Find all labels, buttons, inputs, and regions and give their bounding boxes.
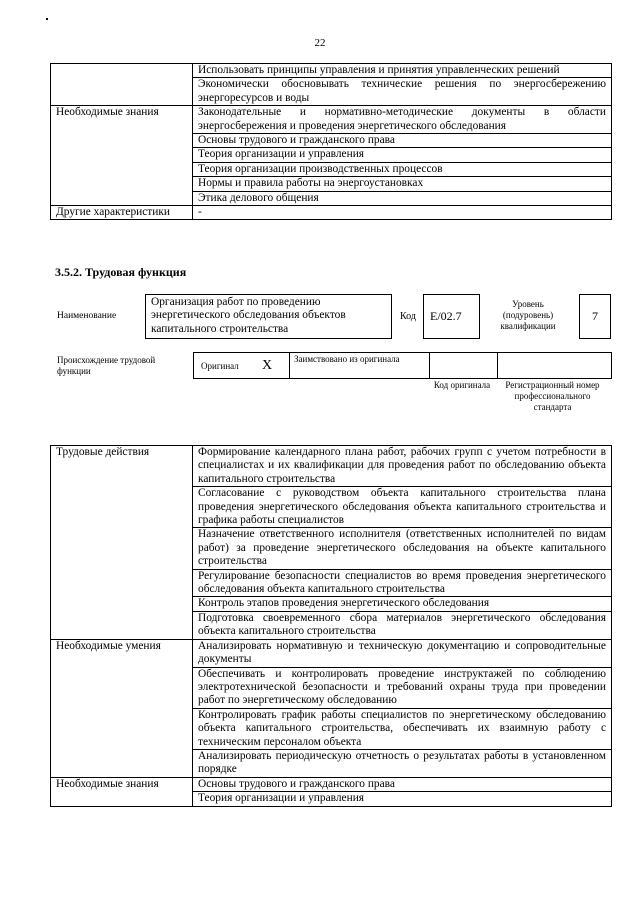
code-original-caption: Код оригинала (433, 380, 491, 390)
table-cell: Согласование с руководством объекта капитального строительства плана проведения энергетического обследования объекта капитального строительства и графика работы специалистов (193, 487, 612, 528)
original-mark: X (262, 358, 273, 373)
table-row (51, 446, 612, 487)
page-number: 22 (314, 37, 326, 49)
borrowed-label: Заимствовано из оригинала (294, 354, 400, 364)
table-cell: Законодательные и нормативно-методические документы в области энергосбережения и проведения энергетического обследования (193, 106, 612, 134)
table-cell: - (193, 206, 612, 220)
row-group-label: Необходимые знания (51, 106, 193, 206)
code-label: Код (400, 311, 416, 322)
table-cell: Теория организации и управления (193, 148, 612, 162)
table-cell: Теория организации и управления (193, 792, 612, 806)
origin-label: Происхождение трудовой функции (57, 355, 156, 376)
table-cell: Подготовка своевременного сбора материалов энергетического обследования объекта капитального строительства (193, 611, 612, 639)
table-cell: Формирование календарного плана работ, рабочих групп с учетом потребности в специалистах и их квалификации для проведения работ по обследованию объекта капитального строительства (193, 446, 612, 487)
table-cell: Контролировать график работы специалистов по энергетическому обследованию объекта капитального строительства, обеспечивать их взаимную работу с техническим персоналом объекта (193, 708, 612, 749)
row-group-label: Другие характеристики (51, 206, 193, 220)
table-cell: Назначение ответственного исполнителя (ответственных исполнителей по видам работ) за проведение энергетического обследования на объекте капитального строительства (193, 528, 612, 569)
table-row (51, 106, 612, 134)
table-cell: Теория организации производственных процессов (193, 162, 612, 176)
level-label: Уровень (подуровень) квалификации (500, 299, 556, 331)
qualification-level: 7 (579, 294, 611, 339)
original-label: Оригинал (201, 361, 239, 371)
table-row (51, 64, 612, 78)
divider (429, 353, 430, 378)
table-cell: Анализировать периодическую отчетность о результатах работы в установленном порядке (193, 749, 612, 777)
divider (289, 353, 290, 378)
table-cell: Контроль этапов проведения энергетического обследования (193, 597, 612, 611)
divider (497, 353, 498, 378)
scan-speck (46, 18, 48, 20)
table-row (51, 777, 612, 791)
labor-function-table (50, 445, 612, 807)
table-row (51, 206, 612, 220)
row-group-label: Трудовые действия (51, 446, 193, 640)
table-cell: Обеспечивать и контролировать проведение инструктажей по соблюдению электротехнической безопасности и требований охраны труда при проведении работ по энергетическому обследованию (193, 667, 612, 708)
table-cell: Использовать принципы управления и принятия управленческих решений (193, 64, 612, 78)
row-group-label: Необходимые умения (51, 639, 193, 777)
row-group-label: Необходимые знания (51, 777, 193, 806)
table-cell: Основы трудового и гражданского права (193, 134, 612, 148)
function-code: E/02.7 (423, 294, 480, 339)
table-row (51, 639, 612, 667)
table-cell: Нормы и правила работы на энергоустановках (193, 177, 612, 191)
table-cell: Экономически обосновывать технические решения по энергосбережению энергоресурсов и воды (193, 78, 612, 106)
origin-box (193, 352, 612, 379)
section-title: 3.5.2. Трудовая функция (55, 265, 187, 279)
function-name: Организация работ по проведению энергетического обследования объектов капитального строительства (145, 294, 392, 339)
table-cell: Этика делового общения (193, 191, 612, 205)
knowledge-table-top (50, 63, 612, 220)
name-label: Наименование (57, 311, 117, 321)
row-group-label (51, 64, 193, 106)
table-cell: Регулирование безопасности специалистов во время проведения энергетического обследования объекта капитального строительства (193, 569, 612, 597)
table-cell: Анализировать нормативную и техническую документацию и сопроводительные документы (193, 639, 612, 667)
table-cell: Основы трудового и гражданского права (193, 777, 612, 791)
registration-number-caption: Регистрационный номер профессионального стандарта (505, 380, 600, 412)
